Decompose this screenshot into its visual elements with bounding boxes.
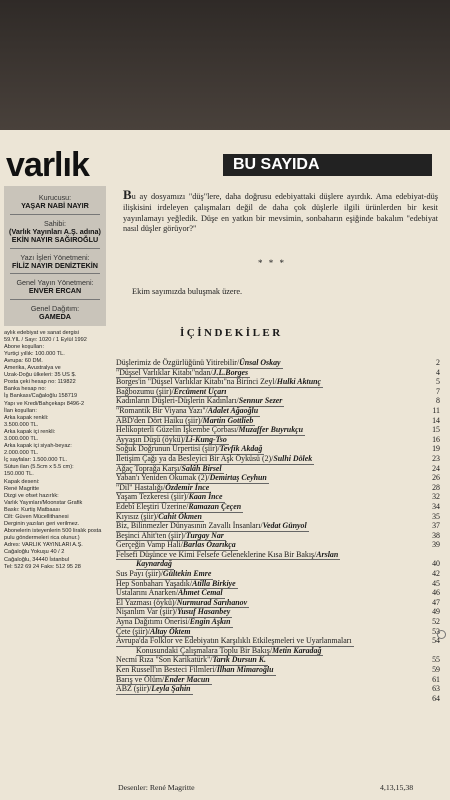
toc-entry <box>116 512 444 522</box>
toc-title-text: Çete (şiir)/ <box>116 626 150 636</box>
masthead-detail-line: Cağaloğlu, 34440 İstanbul <box>4 556 70 563</box>
toc-title-text: Bağbozumu (şiir)/ <box>116 386 174 396</box>
toc-author: Nurmurad Sarıhanov <box>176 597 248 607</box>
toc-author: Adalet Ağaoğlu <box>207 405 259 415</box>
toc-title-text: İletişim Çağı ya da Besleyici Bir Aşk Öyküsü (2)/ <box>116 453 274 463</box>
toc-author: Hulki Aktunç <box>276 377 321 387</box>
toc-author: Martin Gottlieb <box>202 415 254 425</box>
toc-page-number: 7 <box>436 386 440 396</box>
toc-author: Salâh Birsel <box>181 463 222 473</box>
toc-author: Sulhi Dölek <box>273 453 313 463</box>
toc-page-number: 54 <box>432 636 440 646</box>
toc-entry <box>116 550 444 560</box>
toc-title-text: Kıyısız (şiir)/ <box>116 511 159 521</box>
toc-entry <box>116 464 444 474</box>
masthead-name: ENVER ERCAN <box>28 286 82 296</box>
masthead-detail-line: aylık edebiyat ve sanat dergisi <box>4 329 79 336</box>
toc-author: Metin Karadağ <box>272 645 322 655</box>
toc-author: Leyla Şahin <box>151 684 191 694</box>
toc-entry <box>116 435 444 445</box>
toc-page-number: 46 <box>432 588 440 598</box>
toc-entry <box>116 483 444 493</box>
masthead-detail-line: Avrupa: 60 DM. <box>4 357 43 364</box>
toc-page-number: 63 <box>432 684 440 694</box>
toc-page-number: 37 <box>432 521 440 531</box>
masthead-detail-line: Cağaloğlu Yokuşu 40 / 2 <box>4 549 65 556</box>
toc-title-text: Ağaç Toprağa Karşı/ <box>116 463 182 473</box>
masthead-detail-line: pulu göndermeleri rica olunur.) <box>4 535 80 542</box>
toc-title-text: Düşlerimiz de Özgürlüğünü Yitirebilir/ <box>116 358 240 367</box>
masthead-detail-line: Derginin yazıları geri verilmez. <box>4 521 80 528</box>
toc-page-number: 53 <box>432 626 440 636</box>
toc-entry <box>116 655 444 665</box>
toc-page-number: 40 <box>432 559 440 569</box>
toc-author: Altay Öktem <box>149 626 191 636</box>
masthead-role: Sahibi: <box>44 218 66 228</box>
masthead-detail-line: Kapak deseni: <box>4 478 40 485</box>
toc-entry <box>116 540 444 550</box>
toc-entry <box>116 569 444 579</box>
masthead-detail-line: Varlık Yayınları/Moonstar Grafik <box>4 499 83 506</box>
toc-entry <box>116 579 444 589</box>
toc-title-text: Barış ve Ölüm/ <box>116 674 165 684</box>
toc-page-number: 15 <box>432 425 440 435</box>
masthead-detail-line: Arka kapak içi siyah-beyaz: <box>4 443 72 450</box>
toc-page-number: 42 <box>432 569 440 579</box>
toc-title-text: "Düşsel Varlıklar Kitabı"ndan/ <box>116 367 213 377</box>
masthead-detail-line: Baskı: Kurtiş Matbaası <box>4 506 60 513</box>
toc-entry <box>116 444 444 454</box>
toc-author: J.L.Borges <box>212 367 249 377</box>
toc-entry <box>116 627 444 637</box>
toc-author: Vedat Günyol <box>262 521 307 531</box>
toc-entry <box>116 559 444 569</box>
masthead-detail-line: İş Bankası/Cağaloğlu 158719 <box>4 393 78 400</box>
editorial-intro <box>123 187 438 235</box>
toc-author: İlhan Mimaroğlu <box>216 665 274 674</box>
toc-title-text: Hep Sonbaharı Yaşadık/ <box>116 578 193 588</box>
toc-page-number: 52 <box>432 617 440 627</box>
toc-entry <box>116 694 444 704</box>
toc-page-number: 4 <box>436 367 440 377</box>
binder-hole-icon <box>437 630 446 639</box>
masthead-divider <box>10 248 100 249</box>
toc-entry <box>116 377 444 387</box>
toc-title-text: Soğuk Doğrunun Ürpertisi (şiir)/ <box>116 444 220 454</box>
toc-page-number: 14 <box>432 415 440 425</box>
masthead-detail-line: René Magritte <box>4 485 40 492</box>
masthead-name: YAŞAR NABİ NAYIR <box>21 201 89 210</box>
toc-author: Tevfik Akdağ <box>219 444 263 454</box>
toc-page-number: 24 <box>432 463 440 473</box>
masthead-detail-line: Posta çeki hesap no: 119822 <box>4 379 76 386</box>
masthead-credits <box>4 186 106 326</box>
toc-author: Ünsal Oskay <box>239 358 281 367</box>
section-banner: BU SAYIDA <box>223 154 432 176</box>
toc-title-text: El Yazması (öykü)/ <box>116 597 177 607</box>
toc-author: Demirtaş Ceyhun <box>209 473 267 483</box>
toc-author: Ramazan Çeçen <box>188 501 242 511</box>
toc-entry <box>116 396 444 406</box>
toc-page-number: 49 <box>432 607 440 617</box>
toc-page-number: 16 <box>432 434 440 444</box>
toc-title-text: Edebî Eleştiri Üzerine/ <box>116 501 189 511</box>
toc-author: Li-Kung-Tso <box>185 434 227 444</box>
masthead-detail-line: Amerika, Avustralya ve <box>4 365 61 372</box>
toc-title-text: Avrupa'da Folklor ve Edebiyatın Karşılıklı Etkileşmeleri ve Uyarlanmaları <box>116 636 352 646</box>
toc-entry <box>116 617 444 627</box>
toc-page-number: 34 <box>432 501 440 511</box>
toc-author: Engin Aşkın <box>189 617 231 627</box>
toc-author: Gültekin Emre <box>162 569 212 579</box>
toc-entry <box>116 454 444 464</box>
masthead-detail-line: 2.000.000 TL. <box>4 450 39 457</box>
toc-entry <box>116 684 444 694</box>
toc-entry <box>116 425 444 435</box>
intro-text: u ay dosyamızı "düş"lere, daha doğrusu edebiyattaki düşlere ayırdık. Ama edebiyat-düş ilişkisini irdeleyen çalışmaları değil de daha çok düşlerle ilgili ürünlerden bir kesit yayınlamayı yeğledik. Düşe en yatkın bir mevsimin, sonbaharın eşiğinde bakalım "edebiyat nasıl düşler görüyor?" <box>123 192 438 234</box>
masthead-detail-line: Abonelerin isteyenlerin 500 liralık posta <box>4 528 102 535</box>
masthead-divider <box>10 273 100 274</box>
toc-title-text: Borges'in "Düşsel Varlıklar Kitabı"na Birinci Zeyl/ <box>116 377 277 387</box>
toc-entry <box>116 531 444 541</box>
masthead-divider <box>10 214 100 215</box>
masthead-name: FİLİZ NAYIR DENİZTEKİN <box>12 260 98 270</box>
next-issue-note: Ekim sayımızda buluşmak üzere. <box>132 287 243 296</box>
toc-title-text: Gerçeğin Vamp Hali/ <box>116 540 183 550</box>
toc-author: Muzaffer Buyrukçu <box>238 425 304 435</box>
toc-title-text: Kadınların Düşleri-Düşlerin Kadınları/ <box>116 396 239 406</box>
toc-title-text: Yaban'ı Yeniden Okumak (2)/ <box>116 473 210 483</box>
masthead-role: Kurucusu: <box>38 193 72 202</box>
background-shadow <box>0 0 450 135</box>
toc-page-number: 11 <box>432 405 440 415</box>
masthead-detail-line: 3.000.000 TL. <box>4 435 39 442</box>
masthead-detail-line: Tel: 522 69 24 Faks: 512 95 28 <box>4 563 81 570</box>
toc-page-number: 23 <box>432 453 440 463</box>
toc-entry <box>116 665 444 675</box>
illustrations-credit: Desenler: René Magritte <box>118 783 195 792</box>
toc-page-number: 55 <box>432 655 440 665</box>
toc-entry <box>116 636 444 646</box>
toc-author: Sennur Sezer <box>238 396 283 406</box>
toc-entry <box>116 502 444 512</box>
toc-page-number: 38 <box>432 530 440 540</box>
masthead-detail-line: Banka hesap no: <box>4 386 46 393</box>
toc-title-text: Felsefi Düşünce ve Kimi Felsefe Geleneklerine Kısa Bir Bakış/ <box>116 549 317 559</box>
toc-page-number: 47 <box>432 597 440 607</box>
toc-title-text: Ken Russell'ın Besteci Filmleri/ <box>116 665 217 674</box>
toc-author: Tarık Dursun K. <box>212 655 266 665</box>
masthead-detail-line: Sütun ilan (5.5cm x 5.5 cm): <box>4 464 74 471</box>
masthead-detail-line: Arka kapak renkli: <box>4 414 49 421</box>
toc-entry <box>116 607 444 617</box>
toc-entry <box>116 387 444 397</box>
masthead-detail-line: 3.500.000 TL. <box>4 421 39 428</box>
toc-entry <box>116 368 444 378</box>
masthead-detail-line: Uzak-Doğu ülkeleri: 35 US $. <box>4 372 77 379</box>
masthead-role: Yazı İşleri Yönetmeni: <box>20 252 90 262</box>
toc-page-number: 2 <box>436 358 440 367</box>
toc-title-text: Helikopterli Güzelin İşkembe Çorbası/ <box>116 425 239 435</box>
toc-page-number: 39 <box>432 540 440 550</box>
toc-entry <box>116 473 444 483</box>
toc-entry <box>116 521 444 531</box>
toc-page-number: 28 <box>432 482 440 492</box>
toc-title-text: Yaşam Tezkeresi (şiir)/ <box>116 492 189 502</box>
toc-entry <box>116 416 444 426</box>
toc-title-text: Ustalarını Anarken/ <box>116 588 179 598</box>
toc-title-text: Ayna Dağıtımı Önerisi/ <box>116 617 190 627</box>
toc-entry <box>116 358 444 368</box>
toc-page-number: 35 <box>432 511 440 521</box>
toc-title-text: ABZ (şiir)/ <box>116 684 152 694</box>
masthead-detail-line: Yurtiçi yıllık: 100.000 TL. <box>4 350 65 357</box>
toc-author: Yusuf Hasanbey <box>177 607 231 617</box>
toc-title-text: Ayyaşın Düşü (öykü)/ <box>116 434 186 444</box>
toc-page-number: 45 <box>432 578 440 588</box>
toc-author: Ender Macun <box>164 674 210 684</box>
varlik-logo: varlık <box>6 146 89 184</box>
masthead-detail-line: İlan koşulları: <box>4 407 37 414</box>
toc-title-text: "Romantik Bir Viyana Yazı"/ <box>116 405 208 415</box>
masthead-role: Genel Dağıtım: <box>30 303 80 313</box>
masthead-detail-line: 150.000 TL. <box>4 471 34 478</box>
toc-title-text: Biz, Bilinmezler Dünyasının Zavallı İnsanları/ <box>116 521 263 531</box>
toc-page-number: 61 <box>432 674 440 684</box>
toc-author: Ahmet Cemal <box>178 588 223 598</box>
masthead-details <box>0 330 108 571</box>
toc-page-number: 26 <box>432 473 440 483</box>
masthead-name: GAMEDA <box>39 311 71 321</box>
masthead-name: EKİN NAYIR SAĞIROĞLU <box>11 235 99 245</box>
toc-author: Ercüment Uçarı <box>173 386 227 396</box>
masthead-divider <box>10 299 100 300</box>
toc-entry <box>116 406 444 416</box>
masthead-detail-line: Dizgi ve ofset hazırlık: <box>4 492 59 499</box>
toc-title-text: Necmi Rıza "Son Karikatürk"/ <box>116 655 213 665</box>
masthead-name: (Varlık Yayınları A.Ş. adına) <box>9 226 101 236</box>
dropcap: B <box>123 187 132 202</box>
toc-author: Kaynardağ <box>136 559 172 569</box>
toc-author: Arslan <box>316 549 339 559</box>
masthead-detail-line: Yapı ve Kredi/Bahçekapı 8496-2 <box>4 400 85 407</box>
toc-page-number: 59 <box>432 665 440 674</box>
toc-author: Kaan İnce <box>188 492 223 502</box>
toc-title-text: Nişanlım Var (şiir)/ <box>116 607 178 617</box>
table-of-contents <box>116 358 444 703</box>
toc-title-text: ABD'den Dört Haiku (şiir)/ <box>116 415 203 425</box>
toc-title-text: "Dil" Hastalığı/ <box>116 482 166 492</box>
toc-page-number: 19 <box>432 444 440 454</box>
masthead-column <box>0 148 108 571</box>
toc-title-text: Beşinci Ahit'ten (şiir)/ <box>116 530 186 540</box>
masthead-detail-line: 59.YIL / Sayı: 1020 / 1 Eylül 1992 <box>4 336 87 343</box>
toc-author: Atilla Birkiye <box>192 578 236 588</box>
masthead-detail-line: Arka kapak içi renkli: <box>4 428 56 435</box>
toc-title-text: Sus Payı (şiir)/ <box>116 569 163 579</box>
toc-author: Barlas Özarıkça <box>182 540 236 550</box>
toc-entry <box>116 675 444 685</box>
toc-page-number: 32 <box>432 492 440 502</box>
toc-entry <box>116 492 444 502</box>
toc-author: Özdemir İnce <box>165 482 210 492</box>
toc-page-number: 5 <box>436 377 440 387</box>
toc-page-number: 8 <box>436 396 440 406</box>
separator-stars: * * * <box>258 258 286 268</box>
toc-entry <box>116 646 444 656</box>
toc-author: Turgay Nar <box>185 530 224 540</box>
masthead-detail-line: Abone koşulları: <box>4 343 45 350</box>
illustration-pages: 4,13,15,38 <box>380 783 414 792</box>
toc-title-text: Konusundaki Çalışmalara Toplu Bir Bakış/ <box>136 645 273 655</box>
toc-entry <box>116 598 444 608</box>
masthead-detail-line: İç sayfalar: 1.500.000 TL. <box>4 457 68 464</box>
toc-author: Cahit Ökmen <box>158 511 202 521</box>
toc-entry <box>116 588 444 598</box>
toc-heading: İÇİNDEKİLER <box>180 327 283 339</box>
masthead-detail-line: Adres: VARLIK YAYINLARI A.Ş. <box>4 542 83 549</box>
toc-page-number: 64 <box>432 693 440 703</box>
masthead-detail-line: Cilt: Güven Mücellithanesi <box>4 514 69 520</box>
masthead-role: Genel Yayın Yönetmeni: <box>16 278 94 288</box>
